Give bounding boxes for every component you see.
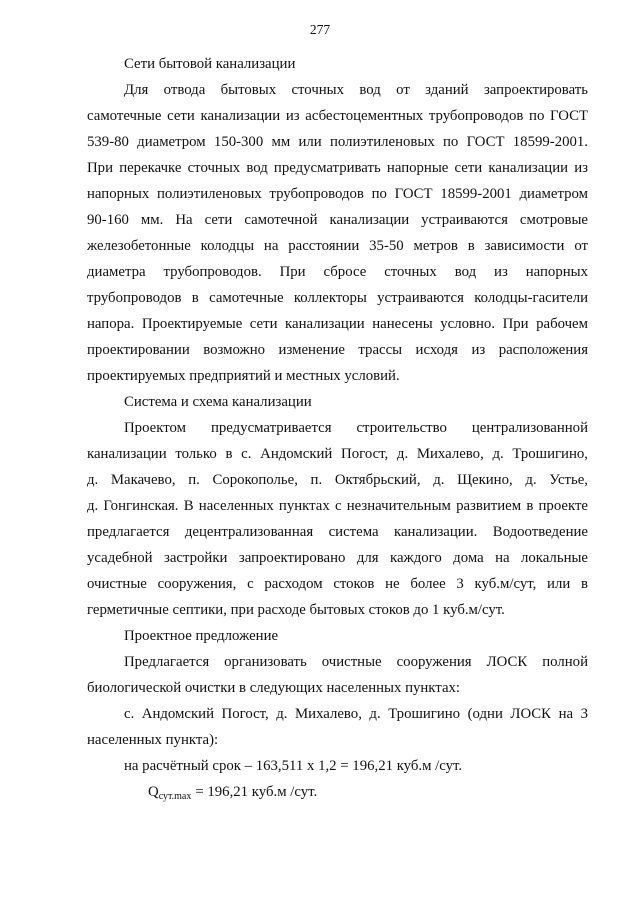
paragraph: [87, 77, 588, 389]
paragraph-line: Проектом предусматривается строительство централизованной: [124, 420, 588, 436]
section-heading: Сети бытовой канализации: [124, 56, 296, 72]
calculation-line: на расчётный срок – 163,511 х 1,2 = 196,21 куб.м /сут.: [124, 758, 463, 774]
paragraph-line: предлагается децентрализованная система канализации. Водоотведение: [87, 524, 588, 540]
paragraph-line: 90-160 мм. На сети самотечной канализации устраиваются смотровые: [87, 212, 588, 228]
formula-value: = 196,21 куб.м /сут.: [195, 784, 318, 800]
formula-subscript: сут.max: [158, 791, 192, 802]
paragraph-line: д. Гонгинская. В населенных пунктах с незначительным развитием в проекте: [87, 498, 588, 514]
paragraph-line: населенных пункта):: [87, 732, 219, 748]
paragraph-line: напора. Проектируемые сети канализации нанесены условно. При рабочем: [87, 316, 588, 332]
paragraph-line: железобетонные колодцы на расстоянии 35-50 метров в зависимости от: [87, 238, 588, 254]
paragraph-line: проектировании возможно изменение трассы исходя из расположения: [87, 342, 588, 358]
paragraph-line: проектируемых предприятий и местных условий.: [87, 368, 400, 384]
paragraph-line: герметичные септики, при расходе бытовых стоков до 1 куб.м/сут.: [87, 602, 505, 618]
formula-symbol: Q: [148, 784, 159, 800]
paragraph-line: усадебной застройки запроектировано для каждого дома на локальные: [87, 550, 588, 566]
paragraph-line: Предлагается организовать очистные сооружения ЛОСК полной: [124, 654, 588, 670]
paragraph-line: д. Макачево, п. Сорокополье, п. Октябрьский, д. Щекино, д. Устье,: [87, 472, 588, 488]
paragraph-line: трубопроводов в самотечные коллекторы устраиваются колодцы-гасители: [87, 290, 588, 306]
paragraph-line: канализации только в с. Андомский Погост, д. Михалево, д. Трошигино,: [87, 446, 588, 462]
paragraph-line: 539-80 диаметром 150-300 мм или полиэтиленовых по ГОСТ 18599-2001.: [87, 134, 588, 150]
paragraph-line: самотечные сети канализации из асбестоцементных трубопроводов по ГОСТ: [87, 108, 588, 124]
paragraph: [87, 701, 588, 753]
page-content: [87, 51, 588, 805]
paragraph-line: биологической очистки в следующих населенных пунктах:: [87, 680, 461, 696]
paragraph-line: очистные сооружения, с расходом стоков не более 3 куб.м/сут, или в: [87, 576, 588, 592]
page-number: 277: [309, 22, 331, 37]
paragraph-line: диаметра трубопроводов. При сбросе сточных вод из напорных: [87, 264, 588, 280]
paragraph-line: Для отвода бытовых сточных вод от зданий запроектировать: [124, 82, 588, 98]
paragraph-line: с. Андомский Погост, д. Михалево, д. Трошигино (одни ЛОСК на 3: [124, 706, 588, 722]
paragraph: [87, 649, 588, 701]
paragraph: [87, 415, 588, 623]
section-heading: Проектное предложение: [124, 628, 279, 644]
formula-line: [87, 779, 588, 805]
paragraph-line: При перекачке сточных вод предусматривать напорные сети канализации из: [87, 160, 588, 176]
paragraph-line: напорных полиэтиленовых трубопроводов по ГОСТ 18599-2001 диаметром: [87, 186, 588, 202]
section-heading: Система и схема канализации: [124, 394, 312, 410]
